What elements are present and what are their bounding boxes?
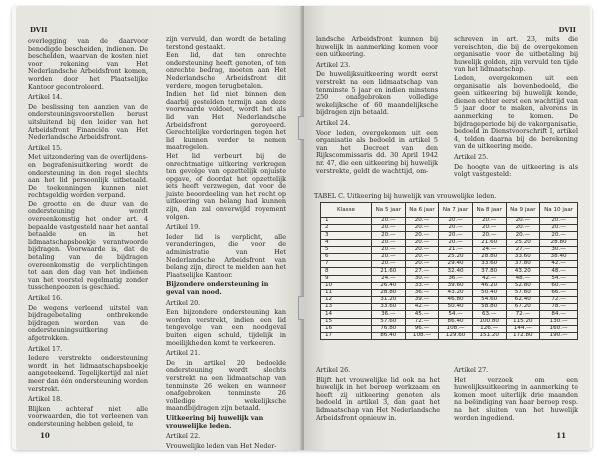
table-header-row	[321, 203, 578, 218]
amount-cell: 20.—	[506, 225, 540, 232]
table-header-cell: Na 7 jaar	[439, 203, 473, 218]
amount-cell: 20.—	[405, 253, 439, 260]
amount-cell: 60.—	[540, 282, 578, 289]
amount-cell: 54.60	[472, 297, 506, 304]
class-number-cell: 13	[321, 304, 372, 311]
amount-cell: 115.20	[506, 318, 540, 325]
amount-cell: 100.80	[472, 318, 506, 325]
table-row	[321, 268, 578, 275]
paragraph: overlegging van de daarvoor benodigde bescheiden, indienen. De beschelden, waarvan de kosten niet voor rekening van Het Nederlandsche Arbeidsfront komen, worden door het Plaatselijke Kantoor gecontroleerd.	[28, 37, 148, 91]
paragraph: Een lid, dat ten onrechte ondersteuning heeft genoten, of ten onrechte bedrag, moeten aan Het Nederlandsche Arbeidsfront dit verdere, mogen terugbetalen.	[166, 51, 286, 90]
amount-cell: 20.—	[506, 232, 540, 239]
amount-cell: 20.—	[472, 232, 506, 239]
amount-cell: 50.40	[439, 304, 473, 311]
article-heading: Artikel 17.	[28, 344, 63, 353]
paragraph: De in artikel 20 bedoelde ondersteuning wordt slechts verstrekt na een lidmaatschap van tenminste 26 weken en wanneer onafgebroken tenminste 26 volledige wekelijksche maandbijdragen zijn betaald.	[166, 358, 286, 413]
amount-cell: 20.—	[540, 218, 578, 225]
amount-cell: 108.—	[405, 333, 439, 340]
amount-cell: 43.20	[506, 268, 540, 275]
paragraph: Ieder lid is verplicht, alle veranderingen, die voor de administratie van Het Nederlandsche Arbeidsfront van belang zijn, direct te melden aan het Plaatselijke Kantoor.	[166, 232, 286, 279]
table-title: TABEL C. Uitkeering bij huwelijk van vrouwelijke leden.	[314, 192, 497, 200]
right-bottom-left-text	[316, 364, 440, 423]
paragraph: Blijft het vrouwelijke lid ook na het huwelijk in het beroep werkzaam en heeft zij uitkeering genoten als bedoeld in artikel 3, dan gaat het lidmaatschap van Het Nederlandsche Arbeidsfront opnieuw in.	[316, 375, 440, 422]
amount-cell: 54.—	[540, 275, 578, 282]
amount-cell: 78.—	[540, 304, 578, 311]
amount-cell: 20.—	[405, 232, 439, 239]
amount-cell: 20.—	[372, 225, 406, 232]
amount-cell: 20.—	[540, 225, 578, 232]
amount-cell: 20.—	[472, 218, 506, 225]
left-column-1	[28, 32, 148, 430]
amount-cell: 43.20	[439, 289, 473, 296]
amount-cell: 20.—	[439, 239, 473, 246]
amount-cell: 62.40	[506, 297, 540, 304]
amount-cell: 28.80	[540, 239, 578, 246]
amount-cell: 28.80	[472, 253, 506, 260]
right-page-header: DVII	[558, 26, 576, 34]
article-heading: Artikel 14.	[28, 93, 63, 102]
amount-cell: 20.—	[405, 225, 439, 232]
article-heading: Artikel 21.	[166, 349, 201, 358]
amount-cell: 20.—	[405, 246, 439, 253]
amount-cell: 36.—	[405, 289, 439, 296]
paragraph: Blijken achteraf niet alle voorwaarden, die tot verleenen van ondersteuning hebben geleid, te	[28, 404, 148, 428]
amount-cell: 126.—	[472, 325, 506, 332]
amount-cell: 54.—	[439, 311, 473, 318]
amount-cell: 26.40	[372, 282, 406, 289]
amount-cell: 24.—	[472, 246, 506, 253]
amount-cell: 20.—	[372, 246, 406, 253]
open-booklet	[12, 6, 592, 450]
amount-cell: 46.20	[472, 282, 506, 289]
left-page	[16, 6, 302, 450]
amount-cell: 20.—	[439, 232, 473, 239]
amount-cell: 96.—	[405, 325, 439, 332]
class-number-cell: 8	[321, 268, 372, 275]
amount-cell: 20.—	[439, 225, 473, 232]
paragraph: Indien het lid niet binnen den daarbij gestelden termijn aan deze voorwaarde voldoet, wordt het als lid van Het Nederlandsche Arbeidsfront geroyeerd. Gerechtelijke vorderingen tegen het lid kunnen verder te nemen maatregelen.	[166, 90, 286, 152]
amount-cell: 30.—	[405, 275, 439, 282]
amount-cell: 58.80	[472, 304, 506, 311]
amount-cell: 24.—	[372, 275, 406, 282]
class-number-cell: 4	[321, 239, 372, 246]
amount-cell: 45.—	[405, 311, 439, 318]
class-number-cell: 1	[321, 218, 372, 225]
class-number-cell: 17	[321, 333, 372, 340]
paragraph: schreven in art. 23, mits die vereischten, die bij de overgekomen organisatie voor de uitbetaling bij huwelijk golden, zijn vervuld ten tijde van het lidmaatschap.	[454, 35, 578, 74]
amount-cell: 21.—	[439, 246, 473, 253]
left-page-number: 10	[40, 431, 50, 440]
amount-cell: 20.—	[372, 218, 406, 225]
amount-cell: 72.—	[405, 318, 439, 325]
article-heading: Artikel 16.	[28, 294, 63, 302]
amount-cell: 160.—	[540, 325, 578, 332]
table-header-cell: Na 5 jaar	[372, 203, 406, 218]
amount-cell: 190.—	[540, 333, 578, 340]
class-number-cell: 15	[321, 318, 372, 325]
amount-cell: 76.80	[372, 325, 406, 332]
article-heading: Artikel 24.	[316, 118, 351, 127]
amount-cell: 86.40	[439, 318, 473, 325]
amount-cell: 50.40	[472, 289, 506, 296]
class-number-cell: 9	[321, 275, 372, 282]
amount-cell: 42.—	[472, 275, 506, 282]
table-header-cell: Klasse	[321, 203, 372, 218]
amount-cell: 84.—	[540, 311, 578, 318]
paragraph: Een bijzondere ondersteuning kan worden verstrekt, indien een lid tengevolge van een noodgeval buiten eigen schuld, tijdelijk in moeilijkheden komt te verkeeren.	[166, 308, 286, 347]
right-bottom-right-text	[454, 364, 578, 423]
article-heading: Artikel 15.	[28, 143, 63, 152]
benefit-table	[320, 202, 578, 340]
table-header-cell: Na 8 jaar	[472, 203, 506, 218]
amount-cell: 38.40	[540, 253, 578, 260]
class-number-cell: 3	[321, 232, 372, 239]
amount-cell: 29.40	[439, 261, 473, 268]
right-page	[304, 6, 590, 450]
amount-cell: 36.—	[372, 311, 406, 318]
amount-cell: 57.60	[506, 289, 540, 296]
class-number-cell: 10	[321, 282, 372, 289]
amount-cell: 129.60	[439, 333, 473, 340]
amount-cell: 144.—	[506, 325, 540, 332]
amount-cell: 20.—	[372, 253, 406, 260]
amount-cell: 20.—	[506, 218, 540, 225]
amount-cell: 46.80	[439, 297, 473, 304]
amount-cell: 21.60	[372, 268, 406, 275]
amount-cell: 20.—	[540, 232, 578, 239]
amount-cell: 172.80	[506, 333, 540, 340]
amount-cell: 108.—	[439, 325, 473, 332]
amount-cell: 30.—	[540, 246, 578, 253]
article-heading: Artikel 18.	[28, 395, 63, 404]
section-heading: Bijzondere ondersteuning in geval van nood.	[166, 280, 269, 296]
amount-cell: 86.40	[372, 333, 406, 340]
article-heading: Artikel 23.	[316, 60, 351, 69]
class-number-cell: 14	[321, 311, 372, 318]
paragraph: Het lid verbeurt bij de onrechtmatige uitkering verkregen ten gevolge van opzettelijk onjuiste opgave, of doordat het opzettelijk iets heeft verzwegen, dat voor de juiste beoordeeling van het recht op uitkeering van belang had kunnen zijn, dan zal onverwijld royement volgen.	[166, 151, 286, 221]
amount-cell: 42.—	[405, 304, 439, 311]
amount-cell: 33.60	[372, 304, 406, 311]
amount-cell: 33.60	[472, 261, 506, 268]
amount-cell: 32.40	[439, 268, 473, 275]
table-row	[321, 232, 578, 239]
paragraph: Met uitzondering van de overlijdens- en begrafenisuitkering wordt de ondersteuning in den regel slechts aan het lid persoonlijk uitbetaald. De toekenningen kunnen niet rechtsgeldig worden verpand.	[28, 153, 148, 200]
amount-cell: 31.20	[372, 297, 406, 304]
amount-cell: 28.80	[372, 289, 406, 296]
amount-cell: 130.—	[540, 318, 578, 325]
paragraph: Vrouwelijke leden van Het Neder-	[166, 441, 277, 450]
table-header-cell: Na 6 jaar	[405, 203, 439, 218]
class-number-cell: 5	[321, 246, 372, 253]
amount-cell: 20.—	[472, 225, 506, 232]
section-heading: Uitkeering bij huwelijk van vrouwelijke leden.	[166, 413, 264, 430]
amount-cell: 20.—	[405, 239, 439, 246]
amount-cell: 151.20	[472, 333, 506, 340]
amount-cell: 20.—	[372, 261, 406, 268]
amount-cell: 42.—	[540, 261, 578, 268]
class-number-cell: 16	[321, 325, 372, 332]
amount-cell: 25.20	[439, 253, 473, 260]
amount-cell: 66.—	[540, 289, 578, 296]
paragraph: zijn vervuld, dan wordt de betaling terstond gestaakt.	[166, 35, 286, 51]
table-body	[321, 218, 578, 340]
left-column-2	[166, 36, 286, 450]
paragraph: De grootte en de duur van de ondersteuning wordt overeenkomstig het onder art. 4 bepaalde vastgesteld naar het aantal betaalde en in het lidmaatschapsboekje verantwoorde bijdragen. Voorwaarde is, dat de betaling van de bijdragen overeenkomstig de verplichtingen tot aan den dag van het indienen van het voorstel regelmatig zonder tusschenpoozen is geschied.	[28, 199, 148, 292]
table-row	[321, 261, 578, 268]
amount-cell: 20.—	[372, 232, 406, 239]
amount-cell: 57.60	[372, 318, 406, 325]
article-heading: Artikel 27.	[454, 366, 489, 374]
amount-cell: 33.60	[506, 253, 540, 260]
amount-cell: 36.—	[439, 275, 473, 282]
amount-cell: 21.60	[472, 239, 506, 246]
amount-cell: 48.—	[540, 268, 578, 275]
amount-cell: 37.80	[506, 261, 540, 268]
article-heading: Artikel 25.	[454, 152, 489, 161]
paragraph: Het verzoek om een huwelijksuitkeering in aanmerking te komen moet uiterlijk drie maanden na beëindiging van haar beroep resp. na het sluiten van het huwelijk worden ingediend.	[454, 375, 578, 422]
article-heading: Artikel 19.	[166, 223, 201, 232]
left-page-header: DVII	[30, 26, 48, 34]
amount-cell: 63.—	[472, 311, 506, 318]
amount-cell: 20.—	[405, 261, 439, 268]
paragraph: De beslissing ten aanzien van de ondersteuningsvoorstellen berust uitsluitend bij den leider van het Arbeidsfront Financiën van Het Nederlandsche Arbeidsfront.	[28, 102, 148, 142]
article-heading: Artikel 20.	[166, 298, 201, 307]
amount-cell: 20.—	[372, 239, 406, 246]
amount-cell: 52.80	[506, 282, 540, 289]
amount-cell: 25.20	[506, 239, 540, 246]
amount-cell: 72.—	[540, 297, 578, 304]
class-number-cell: 2	[321, 225, 372, 232]
class-number-cell: 11	[321, 289, 372, 296]
paragraph: De huwelijksuitkeering wordt eerst verstrekt na een lidmaatschap van tenminste 5 jaar en indien minstens 250 onafgebroken volledige wekelijksche of 60 maandelijksche bijdragen zijn betaald.	[316, 70, 438, 117]
class-number-cell: 6	[321, 253, 372, 260]
article-heading: Artikel 22.	[166, 432, 201, 441]
right-page-number: 11	[556, 431, 566, 440]
table-row	[321, 225, 578, 232]
amount-cell: 37.80	[472, 268, 506, 275]
amount-cell: 67.20	[506, 304, 540, 311]
paragraph: De hoogte van de uitkeering is als volgt vastgesteld:	[454, 162, 578, 179]
table-row	[321, 333, 578, 340]
amount-cell: 39.60	[439, 282, 473, 289]
class-number-cell: 7	[321, 261, 372, 268]
amount-cell: 48.—	[506, 275, 540, 282]
amount-cell: 20.—	[405, 218, 439, 225]
table-header-cell: Na 10 jaar	[540, 203, 578, 218]
amount-cell: 20.—	[439, 218, 473, 225]
right-column-1	[316, 36, 438, 176]
paragraph: landsche Arbeidsfront kunnen bij huwelijk in aanmerking komen voor een uitkeering.	[316, 35, 438, 59]
amount-cell: 33.—	[405, 282, 439, 289]
paragraph: Voor leden, overgekomen uit een organisatie als bedoeld in artikel 5 van het Decreet van den Rijkscommissaris dd. 30 April 1942 nr. 47, die een uitkeering bij huwelijk verstrekte, geldt de wachttijd, om-	[316, 128, 438, 175]
table-row	[321, 304, 578, 311]
amount-cell: 72.—	[506, 311, 540, 318]
class-number-cell: 12	[321, 297, 372, 304]
paragraph: De wegens verleend uitstel van bijdragebetaling ontbrekende bijdragen worden van de ondersteuningsuitkering afgetrokken.	[28, 303, 148, 342]
amount-cell: 27.—	[506, 246, 540, 253]
amount-cell: 27.—	[405, 268, 439, 275]
article-heading: Artikel 26.	[316, 366, 351, 374]
right-column-2	[454, 36, 578, 180]
table-header-cell: Na 9 jaar	[506, 203, 540, 218]
paragraph: Iedere verstrekte ondersteuning wordt in het lidmaatschapsboekje aangeteekend. Tegelijkertijd zal niet meer dan één ondersteuning worden verstrekt.	[28, 354, 148, 393]
amount-cell: 39.—	[405, 297, 439, 304]
paragraph: Leden, overgekomen uit een organisatie als bovenbedoeld, die geen uitkeering bij huwelijk kende, dienen echter eerst een wachttijd van 5 jaar door te maken, alvorens in aanmerking te komen. De bijdrageperiode bij de vakorganisatie, bedoeld in Dienstvoorschrift I, artikel 4, telden daarna bij de berekening van de uitkeering mede.	[454, 73, 578, 151]
